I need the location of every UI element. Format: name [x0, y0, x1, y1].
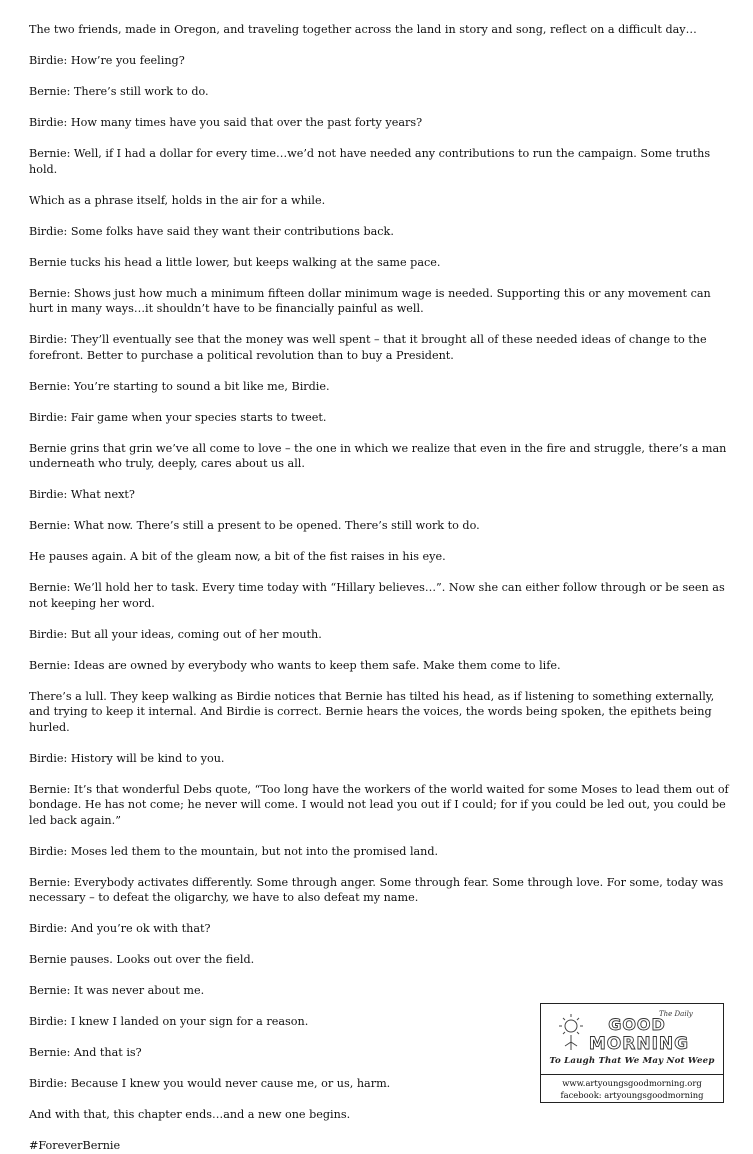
logo-tagline: To Laugh That We May Not Weep	[549, 1056, 715, 1066]
paragraph: Which as a phrase itself, holds in the air for a while.	[29, 193, 326, 207]
paragraph: Bernie: Everybody activates differently. Some through anger. Some through fear. Some through love. For some, today was necessary – to defeat the oligarchy, we have to also defeat my name.	[29, 875, 724, 904]
paragraph: Bernie: What now. There’s still a present to be opened. There’s still work to do.	[29, 519, 480, 532]
paragraph: Birdie: How’re you feeling?	[29, 54, 185, 67]
paragraph: Bernie tucks his head a little lower, but keeps walking at the same pace.	[29, 255, 441, 269]
paragraph: Bernie: It was never about me.	[29, 984, 205, 997]
paragraph: Birdie: History will be kind to you.	[29, 751, 225, 765]
paragraph: Bernie: Ideas are owned by everybody who wants to keep them safe. Make them come to life.	[29, 658, 561, 672]
paragraph: He pauses again. A bit of the gleam now, a bit of the fist raises in his eye.	[29, 550, 446, 563]
logo-morning-text: MORNING	[588, 1034, 690, 1054]
website-link[interactable]: www.artyoungsgoodmorning.org	[562, 1078, 702, 1088]
paragraph: Birdie: Because I knew you would never cause me, or us, harm.	[29, 1077, 391, 1090]
paragraph: Bernie: There’s still work to do.	[29, 85, 209, 98]
logo-banner	[541, 1004, 723, 1075]
paragraph: Bernie: Well, if I had a dollar for every time…we’d not have needed any contributions to run the campaign. Some truths hold.	[29, 147, 711, 176]
paragraph: Bernie: Shows just how much a minimum fifteen dollar minimum wage is needed. Supporting this or any movement can hurt in many ways…it shouldn’t have to be financially painful as well.	[29, 286, 711, 315]
logo-daily-text: The Daily	[659, 1010, 693, 1018]
document-body	[29, 22, 729, 1154]
paragraph: Birdie: Fair game when your species starts to tweet.	[29, 410, 327, 424]
logo-good-text: GOOD	[608, 1015, 666, 1034]
hashtag: #ForeverBernie	[29, 1139, 121, 1152]
paragraph: Bernie: It’s that wonderful Debs quote, “Too long have the workers of the world waited for some Moses to lead them out of bondage. He has not come; he never will come. I would not lead you out if I could; for if you could be led out, you could be led back again.”	[29, 782, 729, 827]
paragraph: Bernie pauses. Looks out over the field.	[29, 953, 255, 966]
paragraph: Birdie: I knew I landed on your sign for a reason.	[29, 1015, 309, 1028]
paragraph: Bernie: We’ll hold her to task. Every time today with “Hillary believes…”. Now she can either follow through or be seen as not keeping her word.	[29, 581, 725, 610]
paragraph: Birdie: What next?	[29, 488, 135, 501]
paragraph: Birdie: Some folks have said they want their contributions back.	[29, 224, 394, 238]
paragraph: Birdie: Moses led them to the mountain, but not into the promised land.	[29, 844, 439, 858]
paragraph: Birdie: And you’re ok with that?	[29, 922, 211, 935]
paragraph: Bernie: You’re starting to sound a bit like me, Birdie.	[29, 379, 330, 393]
sun-icon	[541, 1004, 723, 1056]
paragraph: There’s a lull. They keep walking as Birdie notices that Bernie has tilted his head, as if listening to something externally, and trying to keep it internal. And Birdie is correct. Bernie hears the voices, the words being spoken, the epithets being hurled.	[29, 689, 715, 734]
paragraph: And with that, this chapter ends…and a new one begins.	[29, 1108, 351, 1121]
paragraph: Birdie: How many times have you said that over the past forty years?	[29, 116, 423, 129]
paragraph: Bernie: And that is?	[29, 1046, 142, 1059]
facebook-link[interactable]: facebook: artyoungsgoodmorning	[560, 1090, 704, 1100]
logo-box	[540, 1003, 724, 1103]
paragraph: Birdie: They’ll eventually see that the money was well spent – that it brought all of these needed ideas of change to the forefront. Better to purchase a political revolution than to buy a President.	[29, 333, 707, 362]
paragraph: The two friends, made in Oregon, and traveling together across the land in story and song, reflect on a difficult day…	[29, 23, 697, 36]
paragraph: Bernie grins that grin we’ve all come to love – the one in which we realize that even in the fire and struggle, there’s a man underneath who truly, deeply, cares about us all.	[29, 441, 727, 470]
paragraph: Birdie: But all your ideas, coming out of her mouth.	[29, 627, 322, 641]
